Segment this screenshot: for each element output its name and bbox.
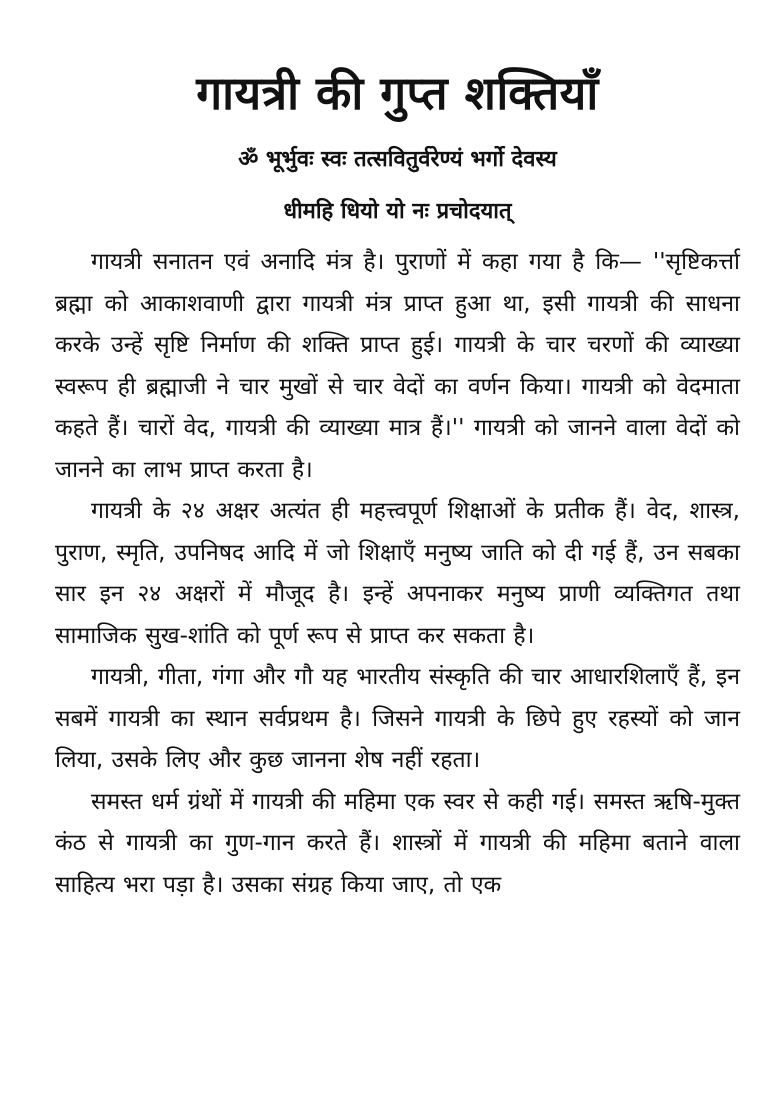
body-text: [55, 242, 740, 906]
mantra-line-1: ॐ भूर्भुवः स्वः तत्सवितुर्वरेण्यं भर्गो देवस्य: [238, 147, 557, 172]
mantra-line-2: धीमहि धियो यो नः प्रचोदयात्: [283, 199, 512, 224]
gayatri-mantra: [55, 134, 740, 238]
paragraph-3: गायत्री, गीता, गंगा और गौ यह भारतीय संस्कृति की चार आधारशिलाएँ हैं, इन सबमें गायत्री का स्थान सर्वप्रथम है। जिसने गायत्री के छिपे हुए रहस्यों को जान लिया, उसके लिए और कुछ जानना शेष नहीं रहता।: [55, 664, 740, 773]
paragraph-2: गायत्री के २४ अक्षर अत्यंत ही महत्त्वपूर्ण शिक्षाओं के प्रतीक हैं। वेद, शास्त्र, पुराण, स्मृति, उपनिषद आदि में जो शिक्षाएँ मनुष्य जाति को दी गई हैं, उन सबका सार इन २४ अक्षरों में मौजूद है। इन्हें अपनाकर मनुष्य प्राणी व्यक्तिगत तथा सामाजिक सुख-शांति को पूर्ण रूप से प्राप्त कर सकता है।: [55, 498, 740, 649]
page-title: गायत्री की गुप्त शक्तियाँ: [196, 66, 599, 120]
paragraph-4: समस्त धर्म ग्रंथों में गायत्री की महिमा एक स्वर से कही गई। समस्त ऋषि-मुक्त कंठ से गायत्री का गुण-गान करते हैं। शास्त्रों में गायत्री की महिमा बताने वाला साहित्य भरा पड़ा है। उसका संग्रह किया जाए, तो एक: [55, 788, 740, 898]
paragraph-1: गायत्री सनातन एवं अनादि मंत्र है। पुराणों में कहा गया है कि— ''सृष्टिकर्त्ता ब्रह्मा को आकाशवाणी द्वारा गायत्री मंत्र प्राप्त हुआ था, इसी गायत्री की साधना करके उन्हें सृष्टि निर्माण की शक्ति प्राप्त हुई। गायत्री के चार चरणों की व्याख्या स्वरूप ही ब्रह्माजी ने चार मुखों से चार वेदों का वर्णन किया। गायत्री को वेदमाता कहते हैं। चारों वेद, गायत्री की व्याख्या मात्र हैं।'' गायत्री को जानने वाला वेदों को जानने का लाभ प्राप्त करता है।: [55, 249, 740, 483]
